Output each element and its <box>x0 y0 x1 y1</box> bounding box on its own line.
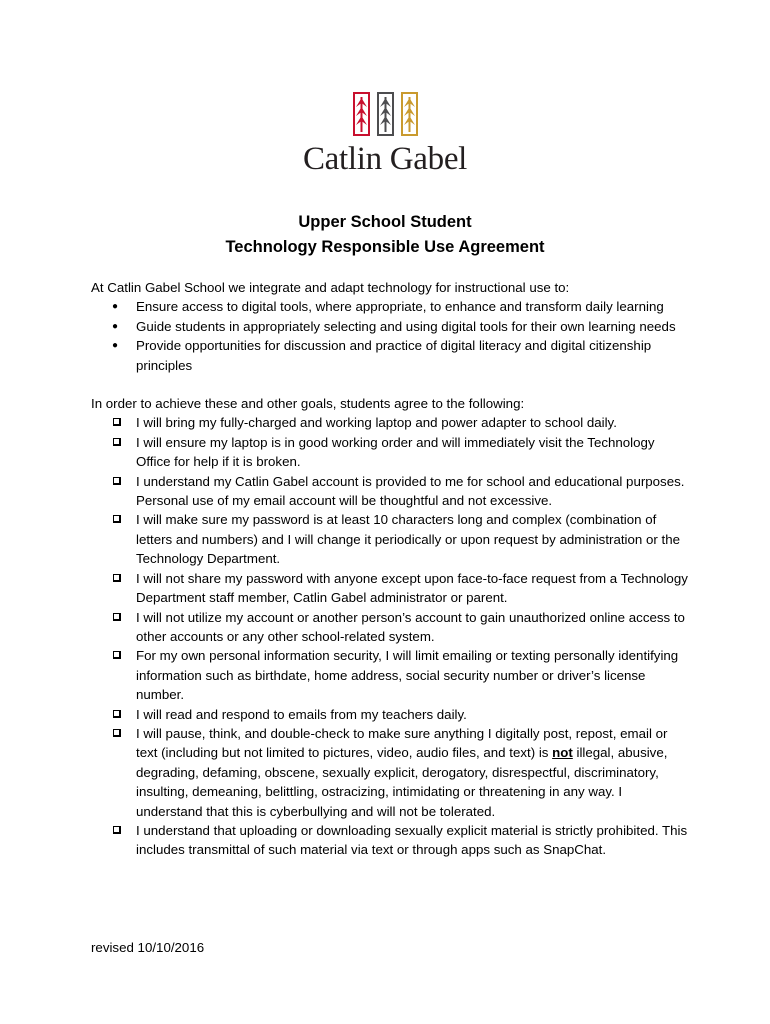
list-item <box>91 317 691 336</box>
checklist-text: I will not utilize my account or another person’s account to gain unauthorized online access to other accounts or any other school-related system. <box>136 609 685 644</box>
checklist-text: I will not share my password with anyone except upon face-to-face request from a Technology Department staff member, Catlin Gabel administrator or parent. <box>136 570 688 606</box>
checklist-item <box>91 608 691 647</box>
checkbox-icon <box>113 438 121 446</box>
checklist-item <box>91 413 691 432</box>
checklist-text: For my own personal information security, I will limit emailing or texting personally identifying information such as birthdate, home address, social security number or driver’s license number. <box>136 648 679 703</box>
checklist-item <box>91 705 691 724</box>
agreement-checklist <box>91 413 691 859</box>
checklist-item <box>91 433 691 472</box>
bullet-icon: ● <box>112 301 119 313</box>
checkbox-icon <box>113 710 121 718</box>
tree-icon <box>377 92 394 136</box>
checklist-item <box>91 569 691 608</box>
checklist-text-after: illegal, abusive, degrading, defaming, obscene, sexually explicit, derogatory, disrespectful, discriminatory, insulting, demeaning, belittling, ostracizing, intimidating or threatening in any way. I understand that this is cyberbullying and will not be tolerated. <box>136 745 668 819</box>
checklist-text: I will read and respond to emails from my teachers daily. <box>136 706 467 722</box>
checkbox-icon <box>113 729 121 737</box>
checkbox-icon <box>113 477 121 485</box>
document-title <box>0 210 770 260</box>
revision-date: revised 10/10/2016 <box>91 940 205 955</box>
checklist-item <box>91 821 691 860</box>
title-line-1: Upper School Student <box>298 213 472 231</box>
checkbox-icon <box>113 613 121 621</box>
checkbox-icon <box>113 418 121 426</box>
tree-icon <box>401 92 418 136</box>
bullet-icon: ● <box>112 340 119 352</box>
checklist-text: I will ensure my laptop is in good working order and will immediately visit the Technology Office for help if it is broken. <box>136 434 655 470</box>
bullet-text: Guide students in appropriately selecting and using digital tools for their own learning needs <box>136 318 676 334</box>
checklist-item <box>91 472 691 511</box>
checkbox-icon <box>113 651 121 659</box>
checklist-item <box>91 724 691 821</box>
checklist-text-before: I will pause, think, and double-check to make sure anything I digitally post, repost, email or text (including but not limited to pictures, video, audio files, and text) is <box>136 725 668 761</box>
bullet-text: Ensure access to digital tools, where appropriate, to enhance and transform daily learning <box>136 299 664 315</box>
checkbox-icon <box>113 574 121 582</box>
emphasized-not: not <box>552 745 573 761</box>
catlin-gabel-logo <box>0 92 770 177</box>
checkbox-icon <box>113 515 121 523</box>
checkbox-icon <box>113 826 121 834</box>
checklist-item <box>91 646 691 704</box>
checklist-text: I understand my Catlin Gabel account is provided to me for school and educational purposes. Personal use of my email account will be thoughtful and not excessive. <box>136 473 685 509</box>
checklist-item <box>91 510 691 568</box>
document-body <box>91 278 691 860</box>
bullet-icon: ● <box>112 320 119 332</box>
agreement-intro: In order to achieve these and other goals, students agree to the following: <box>91 396 525 412</box>
bullet-text: Provide opportunities for discussion and practice of digital literacy and digital citizenship principles <box>136 338 652 373</box>
title-line-2: Technology Responsible Use Agreement <box>225 238 545 256</box>
logo-wordmark: Catlin Gabel <box>302 141 468 177</box>
checklist-text: I understand that uploading or downloading sexually explicit material is strictly prohibited. This includes transmittal of such material via text or through apps such as SnapChat. <box>136 822 688 858</box>
list-item <box>91 336 691 375</box>
checklist-text: I will make sure my password is at least 10 characters long and complex (combination of letters and numbers) and I will change it periodically or upon request by administration or the Technology Department. <box>136 512 680 567</box>
goals-list <box>91 297 691 375</box>
tree-emblem-icon <box>353 92 418 138</box>
intro-paragraph: At Catlin Gabel School we integrate and adapt technology for instructional use to: <box>91 280 570 295</box>
checklist-text: I will bring my fully-charged and working laptop and power adapter to school daily. <box>136 415 617 431</box>
tree-icon <box>353 92 370 136</box>
list-item <box>91 297 691 316</box>
